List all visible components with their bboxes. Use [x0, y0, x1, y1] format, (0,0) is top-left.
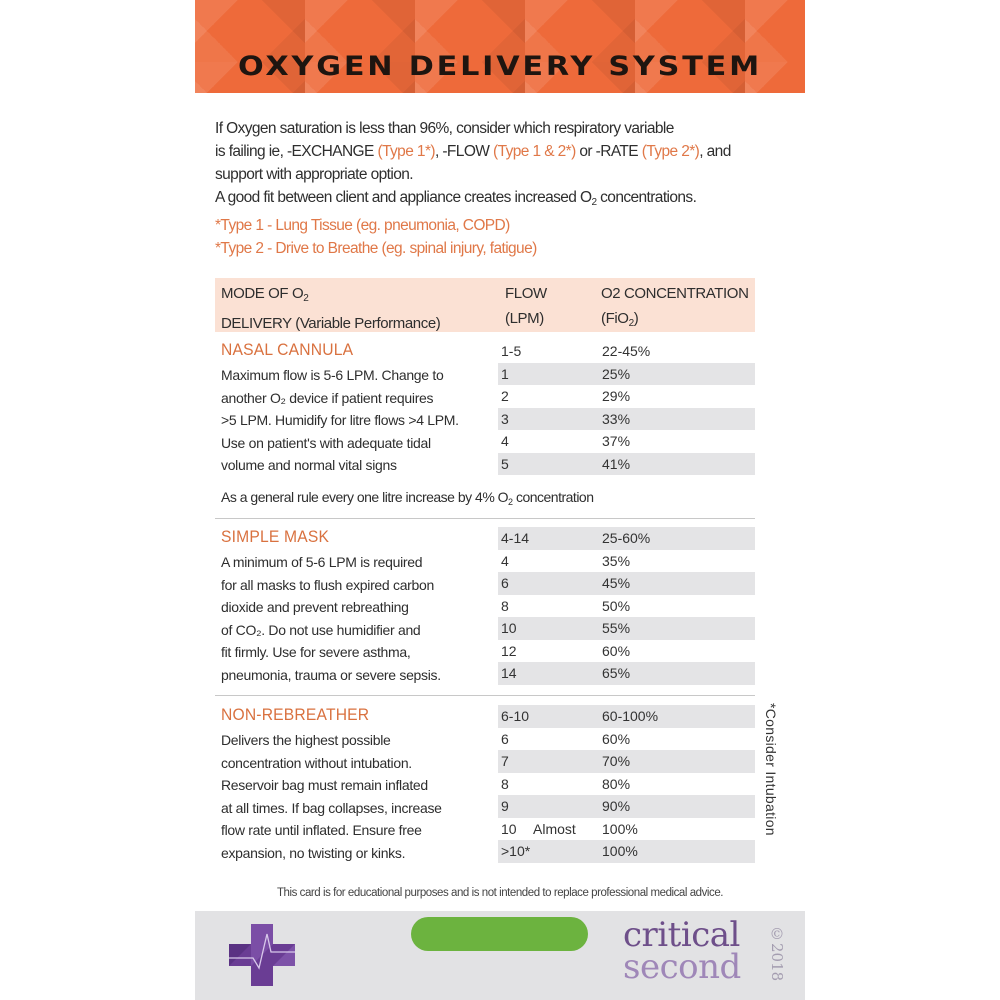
concentration-value: 70%	[602, 753, 631, 769]
table-row	[498, 527, 755, 550]
intro-line-1: If Oxygen saturation is less than 96%, consider which respiratory variable	[215, 120, 674, 137]
header-text: DELIVERY (Variable Performance)	[221, 315, 441, 332]
section-divider	[215, 695, 755, 696]
flow-value: 8	[501, 597, 509, 614]
flow-value: 6	[501, 575, 509, 591]
consider-intubation-note: *Consider Intubation	[763, 703, 779, 836]
brand-line-2: second	[623, 947, 741, 987]
desc-line: fit firmly. Use for severe asthma,	[221, 644, 411, 660]
flow-value: 12	[501, 642, 517, 659]
table-row	[498, 840, 755, 863]
concentration-value: 60-100%	[602, 708, 659, 724]
green-accent-bar	[411, 917, 588, 951]
brand-logo-text	[623, 915, 741, 987]
flow-value: 6	[501, 730, 509, 747]
table-row	[498, 408, 755, 431]
flow-note: Almost	[533, 820, 576, 837]
header-text: (LPM)	[505, 310, 544, 327]
concentration-value: 29%	[602, 388, 631, 404]
flow-value: 1-5	[501, 343, 522, 359]
section-title-simple-mask: SIMPLE MASK	[221, 527, 330, 546]
table-row	[498, 550, 755, 573]
header-text: )	[633, 310, 639, 327]
type2-note: *Type 2 - Drive to Breathe (eg. spinal injury, fatigue)	[215, 240, 537, 257]
concentration-value: 35%	[602, 552, 631, 569]
concentration-value: 41%	[602, 455, 631, 472]
section-desc-simple-mask	[221, 551, 481, 686]
header-text: MODE OF O	[221, 285, 304, 302]
desc-line: Use on patient's with adequate tidal	[221, 434, 431, 451]
desc-line: expansion, no twisting or kinks.	[221, 844, 406, 861]
table-row	[498, 662, 755, 685]
table-row	[498, 430, 755, 453]
intro-line-2	[215, 140, 795, 163]
table-row	[498, 595, 755, 618]
concentration-value: 65%	[602, 665, 631, 681]
nasal-cannula-rows	[498, 340, 755, 475]
intro-type12-tag: (Type 1 & 2*)	[493, 143, 576, 160]
header-text: FLOW	[505, 285, 547, 302]
simple-mask-rows	[498, 527, 755, 685]
desc-line: Delivers the highest possible	[221, 732, 391, 748]
desc-line: dioxide and prevent rebreathing	[221, 599, 409, 615]
rule-text-end: concentration	[512, 489, 594, 505]
desc-line: another O₂ device if patient requires	[221, 389, 434, 406]
table-row	[498, 340, 755, 363]
desc-line: concentration without intubation.	[221, 754, 412, 771]
rule-text: As a general rule every one litre increase by 4% O	[221, 489, 509, 505]
intro-fit-text: A good fit between client and appliance creates increased O	[215, 189, 592, 206]
header-text: O2 CONCENTRATION	[601, 285, 749, 302]
intro-text-rate: or -RATE	[575, 143, 642, 160]
table-row	[498, 617, 755, 640]
desc-line: pneumonia, trauma or severe sepsis.	[221, 666, 441, 683]
concentration-value: 22-45%	[602, 343, 651, 359]
subscript: 2	[303, 293, 309, 304]
header-banner	[195, 0, 805, 93]
flow-value: 7	[501, 753, 509, 769]
concentration-value: 80%	[602, 775, 631, 792]
table-row	[498, 795, 755, 818]
desc-line: of CO₂. Do not use humidifier and	[221, 621, 421, 638]
intro-fit-text-end: concentrations.	[596, 189, 697, 206]
desc-line: A minimum of 5-6 LPM is required	[221, 554, 423, 570]
oxygen-delivery-card	[195, 0, 805, 1000]
medical-cross-heartbeat-icon	[229, 924, 295, 986]
desc-line: Maximum flow is 5-6 LPM. Change to	[221, 367, 444, 383]
intro-type1-tag: (Type 1*)	[377, 143, 435, 160]
concentration-value: 25-60%	[602, 530, 651, 546]
table-row	[498, 750, 755, 773]
intro-text-and: , and	[699, 143, 731, 160]
table-row	[498, 818, 755, 841]
desc-line: >5 LPM. Humidify for litre flows >4 LPM.	[221, 412, 459, 428]
flow-value: 10	[501, 620, 517, 636]
non-rebreather-rows	[498, 705, 755, 863]
concentration-value: 100%	[602, 820, 638, 837]
column-header-flow	[505, 281, 547, 331]
flow-value: 2	[501, 388, 509, 404]
concentration-value: 50%	[602, 597, 631, 614]
flow-value: 9	[501, 798, 509, 814]
flow-value: 1	[501, 365, 509, 382]
flow-value: 5	[501, 455, 509, 472]
flow-value: 3	[501, 410, 509, 427]
table-header	[215, 278, 755, 332]
section-desc-non-rebreather	[221, 729, 481, 864]
section-desc-nasal-cannula	[221, 364, 481, 477]
concentration-value: 37%	[602, 433, 631, 449]
page-title: OXYGEN DELIVERY SYSTEM	[237, 51, 762, 82]
section-title-non-rebreather: NON-REBREATHER	[221, 705, 370, 724]
table-row	[498, 728, 755, 751]
concentration-value: 25%	[602, 365, 631, 382]
flow-value: 6-10	[501, 708, 530, 724]
flow-value: 4-14	[501, 530, 530, 546]
section-title-nasal-cannula: NASAL CANNULA	[221, 340, 354, 359]
desc-line: at all times. If bag collapses, increase	[221, 799, 442, 816]
subscript: 2	[591, 197, 597, 208]
flow-value: 4	[501, 433, 509, 449]
concentration-value: 90%	[602, 798, 631, 814]
subscript: 2	[508, 497, 513, 507]
desc-line: Reservoir bag must remain inflated	[221, 777, 428, 793]
flow-value: 14	[501, 665, 517, 681]
footer	[195, 911, 805, 1000]
concentration-value: 55%	[602, 620, 631, 636]
concentration-value: 33%	[602, 410, 631, 427]
table-row	[498, 385, 755, 408]
column-header-mode	[221, 281, 440, 336]
table-row	[498, 640, 755, 663]
general-rule-note	[221, 489, 594, 507]
table-row	[498, 773, 755, 796]
disclaimer: This card is for educational purposes and is not intended to replace professional medical advice.	[276, 887, 724, 899]
copyright: ©2018	[768, 925, 786, 982]
header-text: (FiO	[601, 310, 629, 327]
desc-line: for all masks to flush expired carbon	[221, 576, 435, 593]
flow-value: 10	[501, 820, 517, 837]
table-row	[498, 572, 755, 595]
flow-value: >10*	[501, 843, 531, 859]
subscript: 2	[628, 318, 634, 329]
flow-value: 4	[501, 552, 509, 569]
concentration-value: 60%	[602, 642, 631, 659]
intro-text	[215, 117, 795, 260]
intro-line-3: support with appropriate option.	[215, 166, 413, 183]
desc-line: flow rate until inflated. Ensure free	[221, 822, 422, 838]
section-divider	[215, 518, 755, 519]
desc-line: volume and normal vital signs	[221, 457, 397, 473]
table-row	[498, 705, 755, 728]
table-row	[498, 453, 755, 476]
intro-line-4	[215, 186, 795, 214]
concentration-value: 60%	[602, 730, 631, 747]
type1-note: *Type 1 - Lung Tissue (eg. pneumonia, COPD)	[215, 217, 510, 234]
column-header-concentration	[601, 281, 749, 336]
brand-line-1: critical	[623, 915, 740, 955]
intro-type2-tag: (Type 2*)	[641, 143, 700, 160]
concentration-value: 45%	[602, 575, 631, 591]
concentration-value: 100%	[602, 843, 638, 859]
flow-value: 8	[501, 775, 509, 792]
intro-text-exchange: is failing ie, -EXCHANGE	[215, 143, 378, 160]
table-row	[498, 363, 755, 386]
intro-text-flow: , -FLOW	[434, 143, 494, 160]
